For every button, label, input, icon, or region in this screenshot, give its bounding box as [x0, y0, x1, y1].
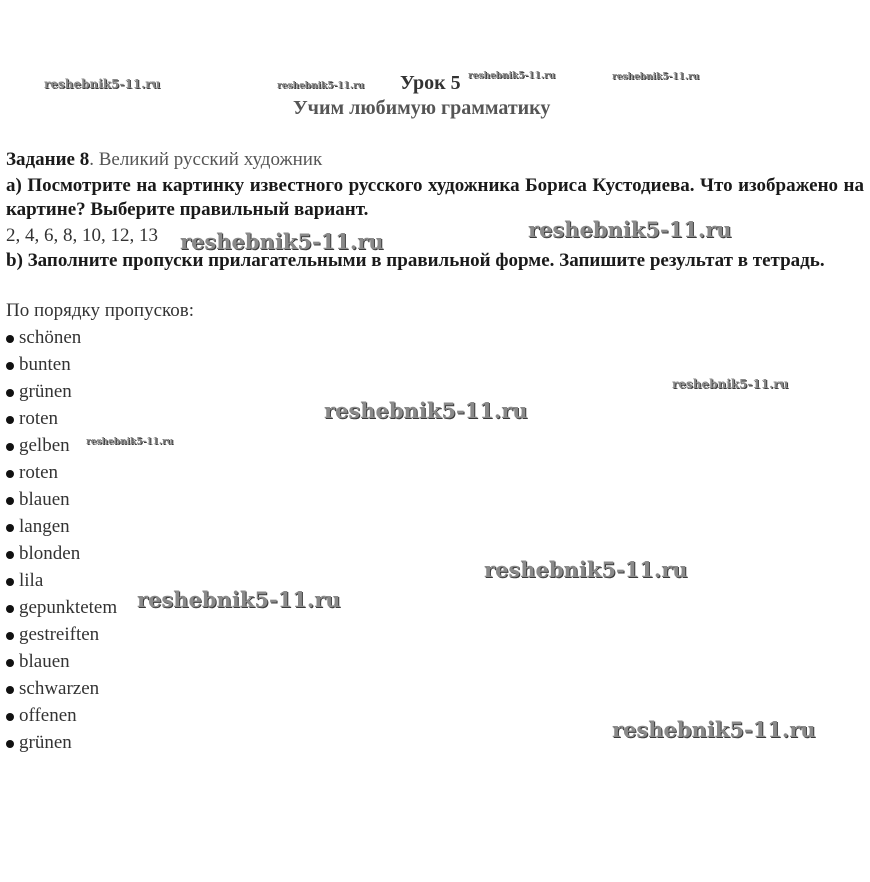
bullet-icon [6, 578, 14, 586]
watermark: reshebnik5-11.ru [86, 437, 174, 447]
list-item [6, 462, 117, 489]
bullet-icon [6, 416, 14, 424]
list-item [6, 678, 117, 705]
task-part-a: a) Посмотрите на картинку известного русского художника Бориса Кустодиева. Что изображено на картине? Выберите правильный вариант. [6, 175, 864, 220]
list-item [6, 705, 117, 732]
watermark: reshebnik5-11.ru [277, 81, 365, 91]
watermark: reshebnik5-11.ru [528, 217, 732, 242]
task-heading [6, 149, 322, 171]
bullet-icon [6, 470, 14, 478]
bullet-icon [6, 632, 14, 640]
list-item [6, 624, 117, 651]
answer-word: grünen [19, 732, 72, 753]
lesson-subtitle: Учим любимую грамматику [293, 97, 551, 119]
bullet-icon [6, 443, 14, 451]
watermark: reshebnik5-11.ru [484, 557, 688, 582]
answer-word: gepunktetem [19, 597, 118, 618]
watermark: reshebnik5-11.ru [612, 72, 700, 82]
answer-word: schönen [19, 327, 82, 348]
bullet-icon [6, 497, 14, 505]
watermark: reshebnik5-11.ru [468, 71, 556, 81]
lesson-title: Урок 5 [400, 72, 461, 94]
answer-word: grünen [19, 381, 72, 402]
list-item [6, 651, 117, 678]
answers-intro: По порядку пропусков: [6, 300, 195, 321]
list-item [6, 327, 117, 354]
answer-word: blauen [19, 651, 70, 672]
answer-word: offenen [19, 705, 77, 726]
list-item [6, 489, 117, 516]
list-item [6, 543, 117, 570]
bullet-icon [6, 740, 14, 748]
answer-word: roten [19, 462, 59, 483]
answer-word: blonden [19, 543, 81, 564]
watermark: reshebnik5-11.ru [672, 377, 789, 391]
bullet-icon [6, 686, 14, 694]
task-title: . Великий русский художник [89, 149, 323, 170]
answer-list [6, 327, 117, 759]
list-item [6, 732, 117, 759]
answer-word: blauen [19, 489, 70, 510]
list-item [6, 354, 117, 381]
watermark: reshebnik5-11.ru [137, 587, 341, 612]
list-item [6, 408, 117, 435]
list-item [6, 597, 117, 624]
bullet-icon [6, 524, 14, 532]
bullet-icon [6, 551, 14, 559]
task-number: Задание 8 [6, 149, 90, 170]
answer-word: roten [19, 408, 59, 429]
watermark: reshebnik5-11.ru [180, 229, 384, 254]
task-part-b: b) Заполните пропуски прилагательными в правильной форме. Запишите результат в тетрадь. [6, 250, 825, 271]
watermark: reshebnik5-11.ru [324, 398, 528, 423]
bullet-icon [6, 713, 14, 721]
list-item [6, 381, 117, 408]
watermark: reshebnik5-11.ru [44, 77, 161, 91]
answer-word: gelben [19, 435, 70, 456]
bullet-icon [6, 389, 14, 397]
bullet-icon [6, 605, 14, 613]
watermark: reshebnik5-11.ru [612, 717, 816, 742]
list-item [6, 516, 117, 543]
list-item [6, 570, 117, 597]
answer-word: bunten [19, 354, 71, 375]
answer-part-a: 2, 4, 6, 8, 10, 12, 13 [6, 225, 158, 246]
answer-word: lila [19, 570, 44, 591]
answer-word: langen [19, 516, 70, 537]
bullet-icon [6, 335, 14, 343]
bullet-icon [6, 659, 14, 667]
answer-word: schwarzen [19, 678, 100, 699]
bullet-icon [6, 362, 14, 370]
answer-word: gestreiften [19, 624, 100, 645]
